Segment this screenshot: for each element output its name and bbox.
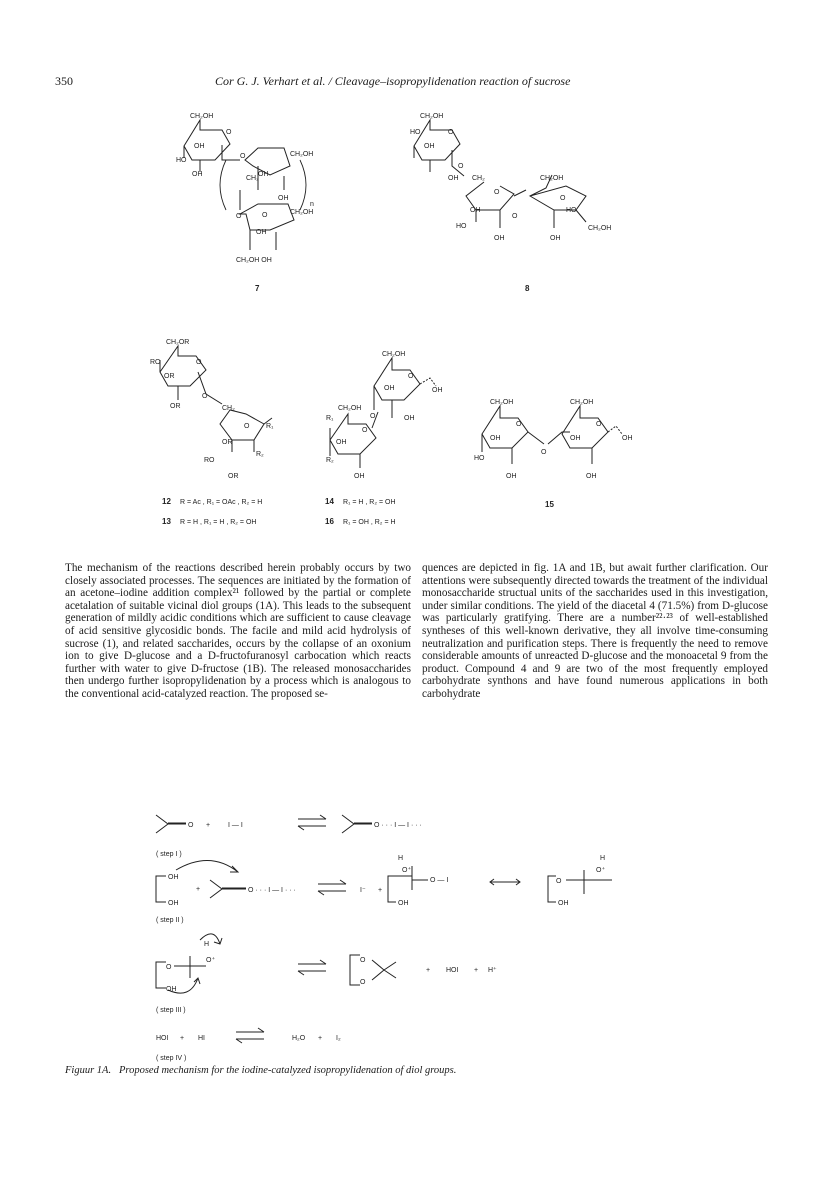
atom-label: OH — [256, 229, 267, 236]
atom-label: OH — [558, 900, 569, 907]
atom-label: O — [560, 195, 566, 202]
structure-12-13 — [150, 339, 274, 526]
compound-substituents-14: R₁ = H , R₂ = OH — [343, 499, 396, 506]
atom-label: O — [494, 189, 500, 196]
atom-label: O — [408, 373, 414, 380]
atom-label: CH₂ — [222, 405, 235, 412]
atom-label: RO — [150, 359, 161, 366]
atom-label: O — [202, 393, 208, 400]
atom-label: OR — [170, 403, 181, 410]
atom-label: CH₂ — [246, 175, 259, 182]
iodide-ion: I⁻ — [360, 887, 366, 894]
atom-label: O — [458, 163, 464, 170]
atom-label: OH — [432, 387, 443, 394]
atom-label: O — [516, 421, 522, 428]
atom-label: O — I — [430, 877, 449, 884]
atom-label: CH₂OR — [166, 339, 190, 346]
atom-label: O — [512, 213, 518, 220]
compound-number-12: 12 — [162, 497, 171, 506]
body-text-left — [65, 562, 411, 701]
atom-label: H — [600, 855, 606, 862]
caption-label: Figuur 1A. — [65, 1065, 112, 1076]
atom-label: H — [204, 941, 210, 948]
atom-label: O — [360, 957, 366, 964]
paragraph: The mechanism of the reactions described herein probably occurs by two closely associated processes. The sequences are initiated by the formation of an acetone–iodine addition complex²¹ followed by the partial or complete acetalation of suitable vicinal diol groups (1A). This leads to the subsequent generation of mildly acidic conditions which are sufficient to cause cleavage of acid sensitive glycosidic bonds. The facile and mild acid hydrolysis of sucrose (1), and related saccharides, occurs by the collapse of an oxonium ion to give D-glucose and a D-fructofuranosyl carbocation which reacts further with water to give D-fructose (1B). The released monosaccharides then undergo further isopropylidenation by a process which is analogous to the conventional acid-catalyzed reaction. The proposed se- — [65, 562, 411, 700]
scheme-step-2 — [156, 855, 612, 924]
running-head: Cor G. J. Verhart et al. / Cleavage–isopropylidenation reaction of sucrose — [215, 74, 571, 88]
compound-number-14: 14 — [325, 497, 334, 506]
atom-label: OH — [384, 385, 395, 392]
atom-label: O — [556, 878, 562, 885]
iodine-molecule: I — I — [228, 822, 243, 829]
atom-label: OH — [336, 439, 347, 446]
atom-label: OH — [166, 986, 177, 993]
atom-label: CH₂OH — [290, 151, 314, 158]
page-number: 350 — [55, 74, 73, 88]
atom-label: HO — [474, 455, 485, 462]
hypoiodous-acid: HOI — [156, 1035, 169, 1042]
atom-label: OR — [222, 439, 233, 446]
iodine-complex: O · · · I — I · · · — [374, 822, 422, 829]
curved-arrow — [176, 860, 238, 872]
atom-label: HO — [410, 129, 421, 136]
iodine: I₂ — [336, 1035, 341, 1042]
atom-label: OH — [192, 171, 203, 178]
structure-8 — [410, 113, 611, 293]
atom-label: OR — [228, 473, 239, 480]
atom-label: OH — [490, 435, 501, 442]
compound-number-16: 16 — [325, 517, 334, 526]
atom-label: CH₂OH — [570, 399, 594, 406]
atom-label: CH₂OH — [588, 225, 612, 232]
atom-label: OH — [586, 473, 597, 480]
atom-label: CH₂OH — [190, 113, 214, 120]
atom-label: CH₂ — [472, 175, 485, 182]
atom-label: O — [362, 427, 368, 434]
resonance-arrow — [490, 879, 520, 885]
atom-label: OH — [258, 171, 269, 178]
equilibrium-arrow — [236, 1028, 264, 1043]
compound-substituents-13: R = H , R₁ = H , R₂ = OH — [180, 519, 257, 526]
atom-label: RO — [204, 457, 215, 464]
structure-14-16 — [325, 351, 443, 526]
atom-label: CH₂OH — [382, 351, 406, 358]
proton: H⁺ — [488, 967, 497, 974]
atom-label: O — [188, 822, 194, 829]
atom-label: OH — [398, 900, 409, 907]
atom-label: OH — [622, 435, 633, 442]
scheme-step-1 — [156, 815, 422, 858]
atom-label: OH — [194, 143, 205, 150]
figure-caption — [65, 1065, 456, 1076]
plus-sign: + — [196, 886, 201, 893]
atom-label: R₁ — [326, 415, 334, 422]
atom-label: CH₂OH — [540, 175, 564, 182]
atom-label: OR — [164, 373, 175, 380]
atom-label: HO — [176, 157, 187, 164]
atom-label: R₂ — [326, 457, 334, 464]
atom-label: OH — [278, 195, 289, 202]
equilibrium-arrow — [318, 880, 346, 895]
atom-label: OH — [550, 235, 561, 242]
atom-label: OH — [354, 473, 365, 480]
atom-label: O⁺ — [206, 957, 216, 964]
atom-label: O — [196, 359, 202, 366]
atom-label: HO — [456, 223, 467, 230]
step-2-label: ( step II ) — [156, 917, 184, 924]
plus-sign: + — [426, 967, 431, 974]
atom-label: R₂ — [256, 451, 264, 458]
atom-label: H — [398, 855, 404, 862]
atom-label: OH — [404, 415, 415, 422]
atom-label: OH — [168, 874, 179, 881]
atom-label: R₁ — [266, 423, 274, 430]
atom-label: CH₂OH — [420, 113, 444, 120]
atom-label: OH — [470, 207, 481, 214]
structure-15 — [474, 399, 633, 509]
structure-7 — [176, 113, 314, 293]
hypoiodous-acid: HOI — [446, 967, 459, 974]
atom-label: OH — [168, 900, 179, 907]
atom-label: O⁺ — [402, 867, 412, 874]
atom-label: CH₂OH — [490, 399, 514, 406]
hydrogen-iodide: HI — [198, 1035, 205, 1042]
atom-label: O — [166, 964, 172, 971]
atom-label: O — [596, 421, 602, 428]
compound-number-8: 8 — [525, 284, 530, 293]
atom-label: OH — [494, 235, 505, 242]
atom-label: O — [370, 413, 376, 420]
atom-label: CH₂OH — [338, 405, 362, 412]
paragraph: quences are depicted in fig. 1A and 1B, but await further clarification. Our attentions were subsequently directed towards the treatment of the individual monosaccharide structual units of the saccharides used in this investigation, under similar conditions. The yield of the diacetal 4 (71.5%) from D-glucose was particularly gratifying. There are a number²²·²³ of well-established syntheses of this well-known derivative, they all involve time-consuming neutralization and purification steps. There is frequently the need to remove considerable amounts of unreacted D-glucose and the monoacetal 9 from the product. Compound 4 and 9 are two of the most frequently employed carbohydrate synthons and have found numerous applications in both carbohydrate — [422, 562, 768, 700]
compound-number-15: 15 — [545, 500, 554, 509]
plus-sign: + — [206, 822, 211, 829]
compound-number-13: 13 — [162, 517, 171, 526]
step-3-label: ( step III ) — [156, 1007, 186, 1014]
atom-label: CH₂OH OH — [236, 257, 272, 264]
atom-label: OH — [448, 175, 459, 182]
atom-label: O — [240, 153, 246, 160]
water: H₂O — [292, 1035, 306, 1042]
plus-sign: + — [378, 887, 383, 894]
repeat-label: n — [310, 201, 314, 208]
equilibrium-arrow — [298, 815, 326, 830]
atom-label: O — [262, 212, 268, 219]
atom-label: O — [226, 129, 232, 136]
scheme-step-4 — [156, 1028, 341, 1062]
atom-label: OH — [424, 143, 435, 150]
body-text-right — [422, 562, 768, 701]
iodine-complex: O · · · I — I · · · — [248, 887, 296, 894]
atom-label: O — [360, 979, 366, 986]
equilibrium-arrow — [298, 960, 326, 975]
atom-label: O — [244, 423, 250, 430]
atom-label: OH — [570, 435, 581, 442]
plus-sign: + — [180, 1035, 185, 1042]
caption-text: Proposed mechanism for the iodine-catalyzed isopropylidenation of diol groups. — [118, 1065, 457, 1076]
atom-label: CH₂OH — [290, 209, 314, 216]
atom-label: HO — [566, 207, 577, 214]
atom-label: O⁺ — [596, 867, 606, 874]
compound-number-7: 7 — [255, 284, 260, 293]
step-4-label: ( step IV ) — [156, 1055, 187, 1062]
atom-label: O — [236, 213, 242, 220]
atom-label: O — [448, 129, 454, 136]
plus-sign: + — [318, 1035, 323, 1042]
atom-label: OH — [506, 473, 517, 480]
scheme-step-3 — [156, 934, 497, 1014]
compound-substituents-16: R₁ = OH , R₂ = H — [343, 519, 396, 526]
step-1-label: ( step I ) — [156, 851, 182, 858]
atom-label: O — [541, 449, 547, 456]
plus-sign: + — [474, 967, 479, 974]
compound-substituents-12: R = Ac , R₁ = OAc , R₂ = H — [180, 499, 263, 506]
